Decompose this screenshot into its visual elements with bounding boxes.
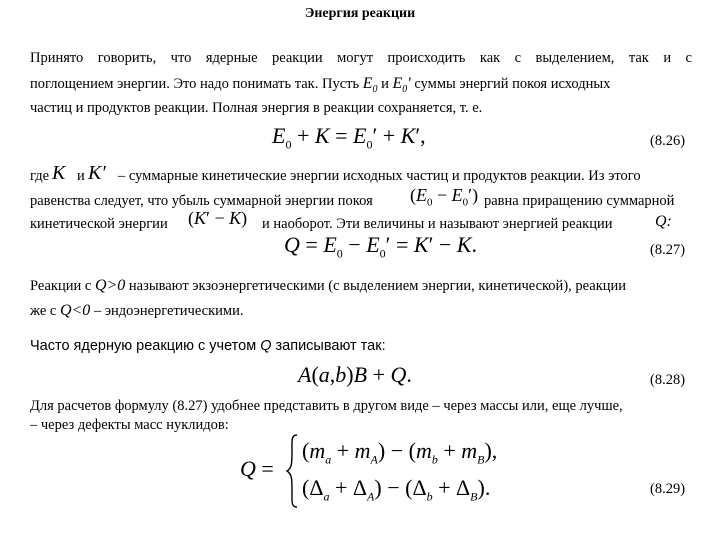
- paragraph-5-line-2: – через дефекты масс нуклидов:: [30, 417, 229, 433]
- paragraph-4: [30, 338, 386, 354]
- symbol-e0: $E_0$: [362, 75, 378, 96]
- page-title: Энергия реакции: [304, 6, 416, 21]
- paragraph-1-line-1: Принято говорить, что ядерные реакции могут происходить как с выделением, так и с: [30, 50, 692, 66]
- paragraph-3-line-1: [30, 277, 626, 295]
- paragraph-2-and: и: [77, 168, 85, 184]
- paragraph-5-line-1: Для расчетов формулу (8.27) удобнее представить в другом виде – через массы или, еще лучше,: [30, 398, 623, 414]
- symbol-k-text: K: [52, 162, 66, 184]
- paragraph-2-where: где: [30, 168, 50, 184]
- condition-q-negative: Q<0: [59, 302, 91, 319]
- paragraph-3-line-2: [30, 302, 243, 320]
- text-fragment: и: [377, 76, 393, 92]
- symbol-q: [655, 213, 672, 231]
- text-fragment: суммы энергий покоя исходных: [410, 76, 611, 92]
- formula-k-diff: (K′ − K): [188, 208, 248, 228]
- equation-8-29-lhs: Q =: [240, 456, 274, 481]
- formula-e0-diff: $(E_0 - E_0')$: [410, 185, 479, 209]
- equation-number-8-28: (8.28): [650, 372, 686, 388]
- paragraph-1-line-3: частиц и продуктов реакции. Полная энергия в реакции сохраняется, т. е.: [30, 100, 483, 116]
- symbol-k: [52, 162, 65, 185]
- equation-number-8-27: (8.27): [650, 242, 686, 258]
- paragraph-1-line-2: [30, 75, 692, 95]
- symbol-k-prime: [88, 162, 106, 185]
- paragraph-2-line-1-rest: – суммарные кинетические энергии исходных частиц и продуктов реакции. Из этого: [118, 168, 641, 184]
- text-fragment: поглощением энергии. Это надо понимать так. Пусть: [30, 76, 363, 92]
- equation-8-27: $Q = E_0 - E_0' = K' - K$.: [284, 232, 477, 261]
- paragraph-2-line-3-b: и наоборот. Эти величины и называют энергией реакции: [262, 216, 613, 232]
- paragraph-2-line-2-a: равенства следует, что убыль суммарной энергии покоя: [30, 193, 373, 209]
- text-fragment: Часто ядерную реакцию с учетом: [30, 338, 261, 354]
- text-fragment: называют экзоэнергетическими (с выделением энергии, кинетической), реакции: [125, 278, 627, 294]
- text-fragment: записывают так:: [271, 338, 386, 354]
- equation-8-26: $E_0 + K = E_0' + K'$,: [272, 123, 426, 152]
- text-fragment: – эндоэнергетическими.: [90, 303, 244, 319]
- paragraph-2-line-3-a: кинетической энергии: [30, 216, 168, 232]
- paragraph-2-line-2-b: равна приращению суммарной: [484, 193, 675, 209]
- symbol-e0-prime: $E_0'$: [392, 75, 411, 96]
- text-fragment: же с: [30, 303, 60, 319]
- symbol-k-prime-text: K′: [88, 162, 106, 184]
- equation-8-28: A(a,b)B + Q.: [298, 362, 412, 387]
- condition-q-positive: Q>0: [94, 277, 126, 294]
- equation-8-29-row-1: $(m_a + m_A) - (m_b + m_B)$,: [302, 438, 498, 467]
- symbol-q-text: Q:: [655, 213, 672, 230]
- text-fragment: Реакции с: [30, 278, 95, 294]
- curly-brace-icon: [285, 433, 299, 509]
- equation-number-8-29: (8.29): [650, 481, 686, 497]
- equation-number-8-26: (8.26): [650, 133, 686, 149]
- equation-8-29-row-2: $(\Delta_a + \Delta_A) - (\Delta_b + \Delta_B)$.: [302, 475, 491, 504]
- symbol-q-inline: Q: [260, 338, 272, 354]
